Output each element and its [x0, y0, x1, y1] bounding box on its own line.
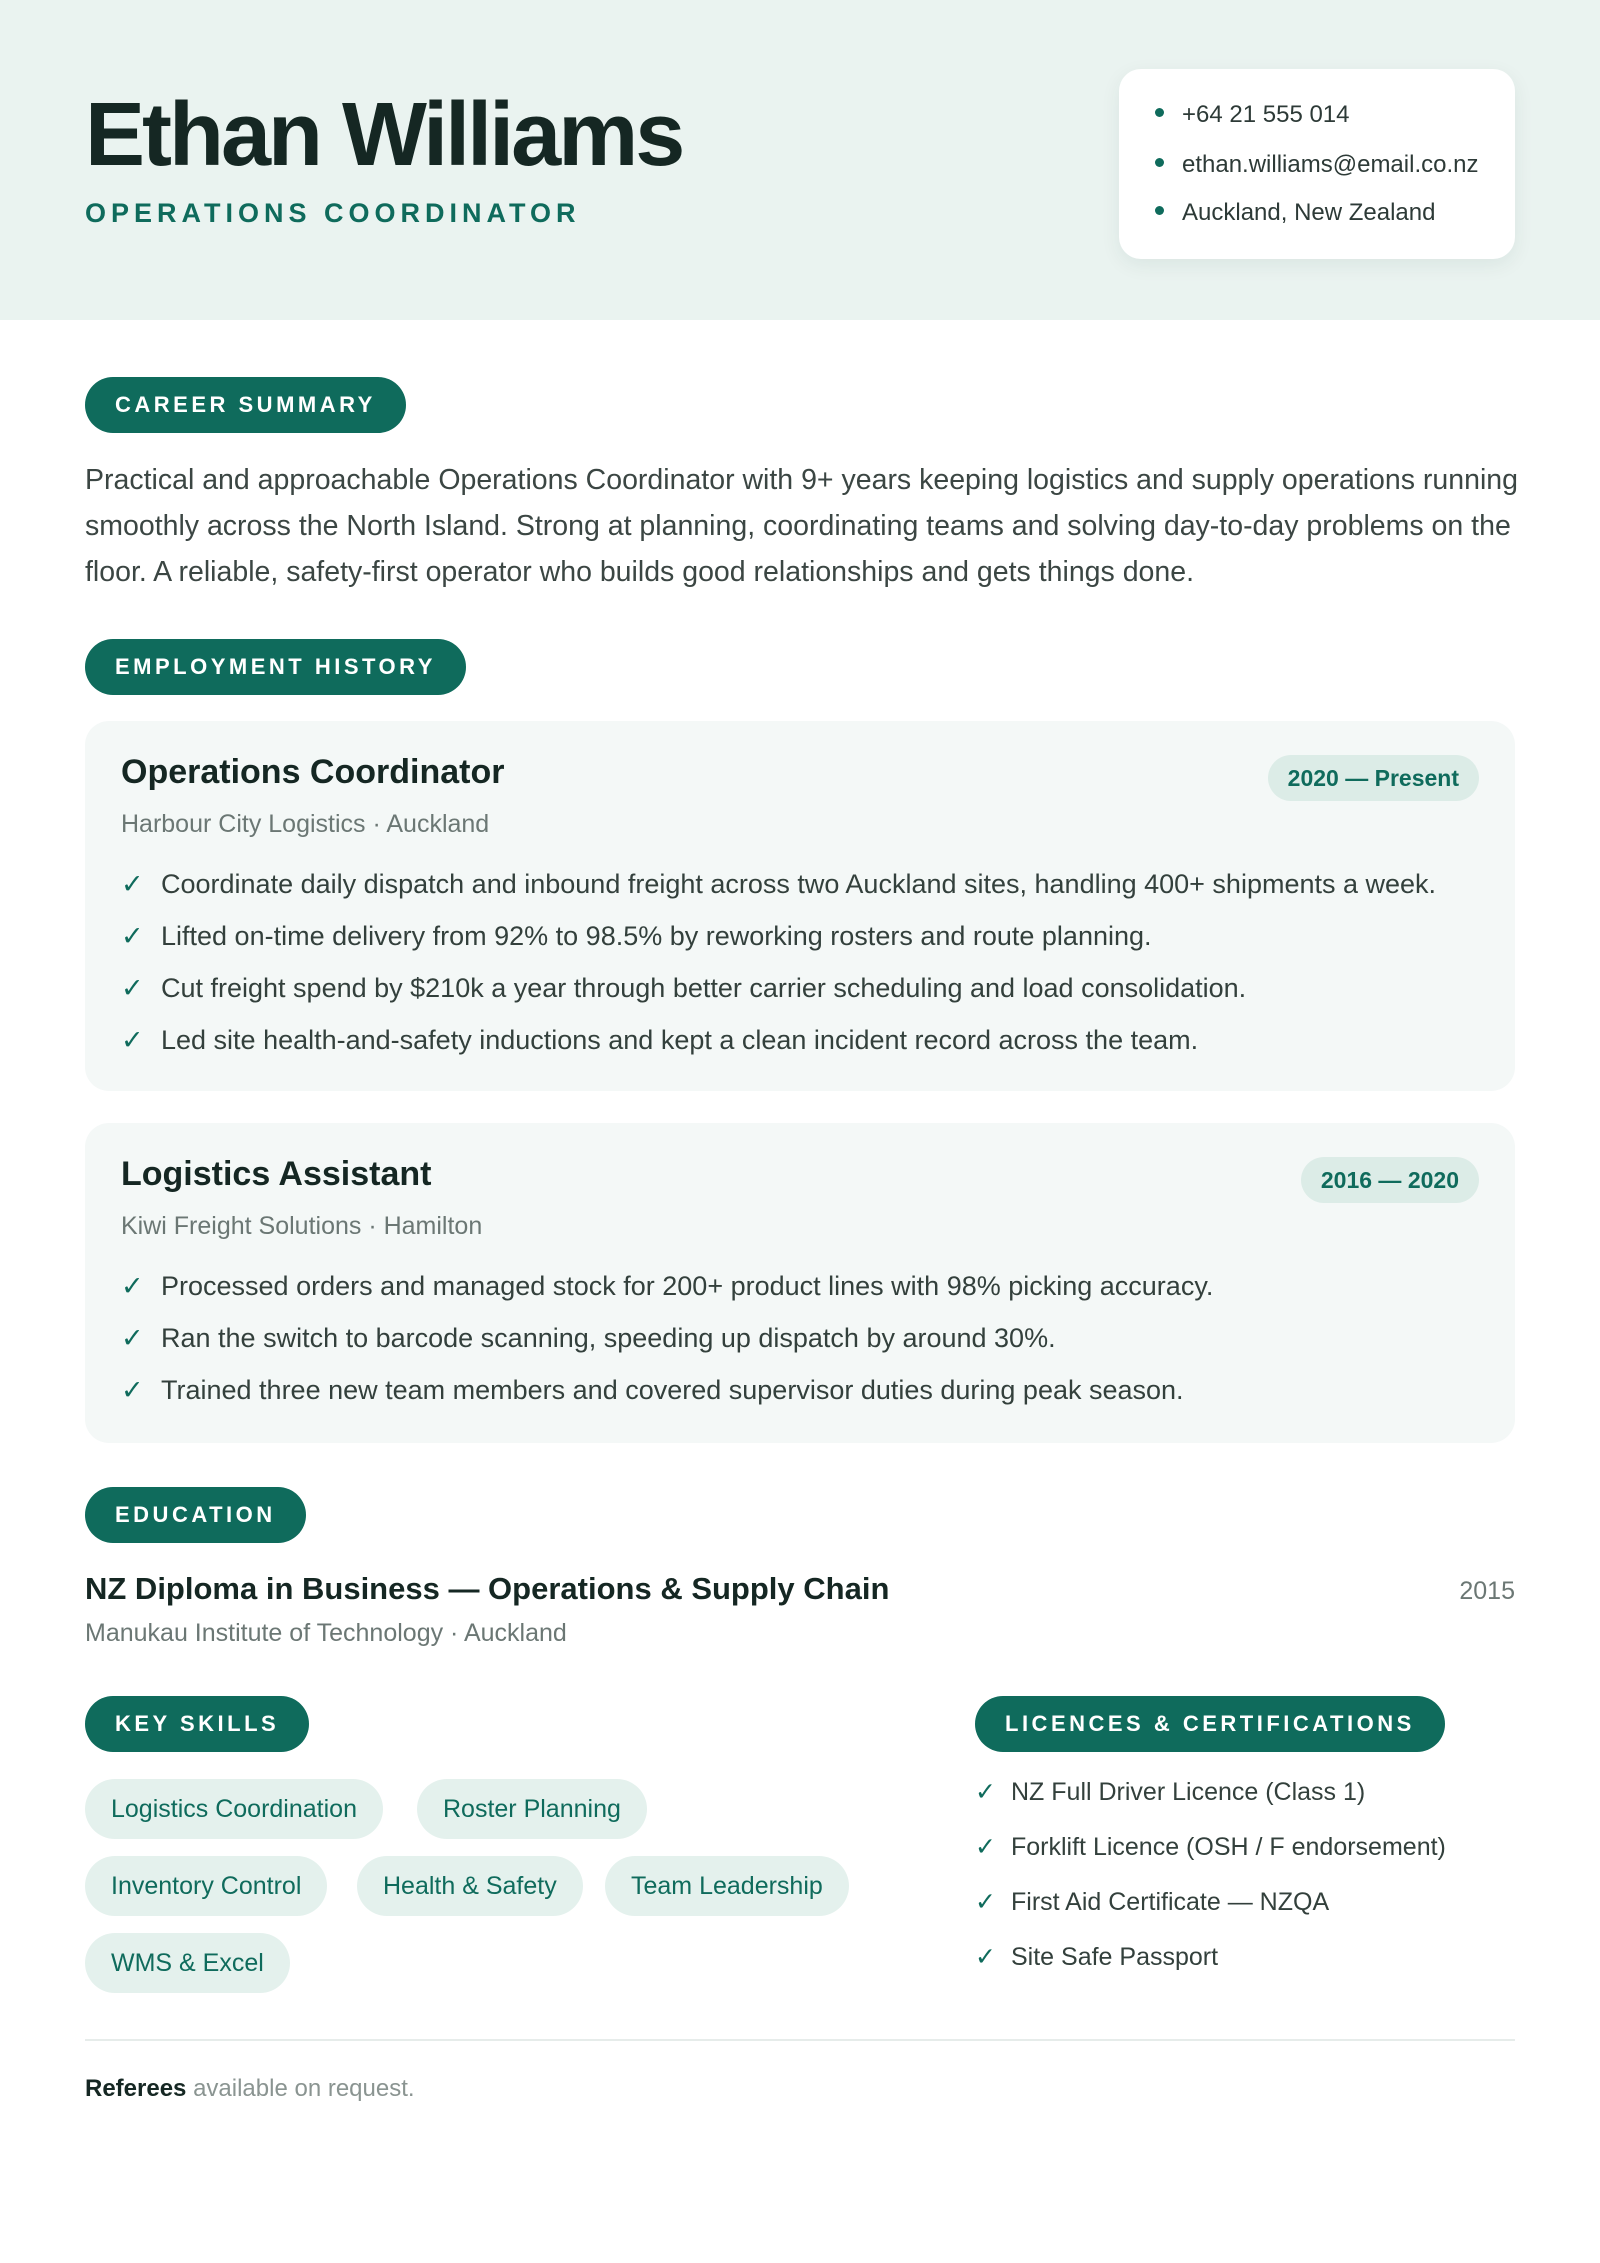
check-icon: ✓ — [121, 921, 144, 951]
list-item: ✓ Ran the switch to barcode scanning, speeding up dispatch by around 30%. — [121, 1323, 1056, 1353]
skill-chip: Roster Planning — [417, 1779, 647, 1839]
career-summary-text: Practical and approachable Operations Coordinator with 9+ years keeping logistics and supply operations running smoothly across the North Island. Strong at planning, coordinating teams and solving day-to-day problems on the floor. A reliable, safety-first operator who builds good relationships and gets things done. — [85, 464, 1518, 588]
check-icon: ✓ — [121, 1271, 144, 1301]
contact-location — [1155, 201, 1435, 225]
bullet-dot-icon — [1155, 158, 1164, 167]
email-text: ethan.williams@email.co.nz — [1182, 151, 1479, 178]
job-title: Logistics Assistant — [121, 1155, 432, 1193]
skill-chip: Team Leadership — [605, 1856, 849, 1916]
list-item: ✓ Site Safe Passport — [975, 1943, 1219, 1971]
job-company: Harbour City Logistics · Auckland — [121, 810, 490, 838]
job-bullets — [121, 1273, 1213, 1429]
check-icon: ✓ — [121, 1025, 144, 1055]
check-icon: ✓ — [121, 869, 144, 899]
contact-phone — [1155, 103, 1350, 127]
job-dates-badge: 2016 — 2020 — [1301, 1157, 1479, 1203]
section-heading-education: EDUCATION — [85, 1487, 306, 1543]
candidate-name: Ethan Williams — [85, 85, 683, 185]
list-item: ✓ Cut freight spend by $210k a year through better carrier scheduling and load consolidation. — [121, 973, 1247, 1003]
bullet-dot-icon — [1155, 108, 1164, 117]
resume-header — [0, 0, 1600, 320]
skill-chip: Logistics Coordination — [85, 1779, 383, 1839]
contact-email — [1155, 153, 1478, 177]
list-item: ✓ Led site health-and-safety inductions and kept a clean incident record across the team. — [121, 1025, 1199, 1055]
candidate-role: OPERATIONS COORDINATOR — [85, 198, 581, 228]
list-item: ✓ First Aid Certificate — NZQA — [975, 1888, 1330, 1916]
list-item: ✓ NZ Full Driver Licence (Class 1) — [975, 1778, 1366, 1806]
list-item: ✓ Forklift Licence (OSH / F endorsement) — [975, 1833, 1446, 1861]
check-icon: ✓ — [975, 1833, 996, 1861]
skill-chip: Inventory Control — [85, 1856, 327, 1916]
education-year: 2015 — [1459, 1577, 1515, 1605]
job-card — [85, 1123, 1515, 1443]
check-icon: ✓ — [975, 1943, 996, 1971]
job-company: Kiwi Freight Solutions · Hamilton — [121, 1212, 483, 1240]
footer-divider — [85, 2039, 1515, 2041]
check-icon: ✓ — [121, 973, 144, 1003]
contact-card — [1119, 69, 1515, 259]
education-title: NZ Diploma in Business — Operations & Supply Chain — [85, 1571, 890, 1606]
job-title: Operations Coordinator — [121, 753, 505, 791]
location-text: Auckland, New Zealand — [1182, 199, 1436, 226]
bullet-dot-icon — [1155, 206, 1164, 215]
referees-label: Referees — [85, 2075, 187, 2102]
check-icon: ✓ — [975, 1888, 996, 1916]
section-heading-licences: LICENCES & CERTIFICATIONS — [975, 1696, 1445, 1752]
skill-chip: Health & Safety — [357, 1856, 583, 1916]
skill-chip: WMS & Excel — [85, 1933, 290, 1993]
licences-list — [975, 1780, 1446, 2000]
check-icon: ✓ — [121, 1323, 144, 1353]
education-institution: Manukau Institute of Technology · Auckland — [85, 1619, 567, 1647]
list-item: ✓ Trained three new team members and covered supervisor duties during peak season. — [121, 1375, 1184, 1405]
section-heading-summary: CAREER SUMMARY — [85, 377, 406, 433]
section-heading-skills: KEY SKILLS — [85, 1696, 309, 1752]
list-item: ✓ Coordinate daily dispatch and inbound freight across two Auckland sites, handling 400+ shipments a week. — [121, 869, 1437, 899]
referees-text: available on request. — [186, 2075, 415, 2102]
list-item: ✓ Processed orders and managed stock for 200+ product lines with 98% picking accuracy. — [121, 1271, 1214, 1301]
job-bullets — [121, 871, 1436, 1079]
job-dates-badge: 2020 — Present — [1268, 755, 1479, 801]
job-card — [85, 721, 1515, 1091]
phone-text: +64 21 555 014 — [1182, 101, 1350, 128]
check-icon: ✓ — [975, 1778, 996, 1806]
list-item: ✓ Lifted on-time delivery from 92% to 98.5% by reworking rosters and route planning. — [121, 921, 1152, 951]
referees-note — [85, 2077, 415, 2101]
check-icon: ✓ — [121, 1375, 144, 1405]
section-heading-employment: EMPLOYMENT HISTORY — [85, 639, 466, 695]
